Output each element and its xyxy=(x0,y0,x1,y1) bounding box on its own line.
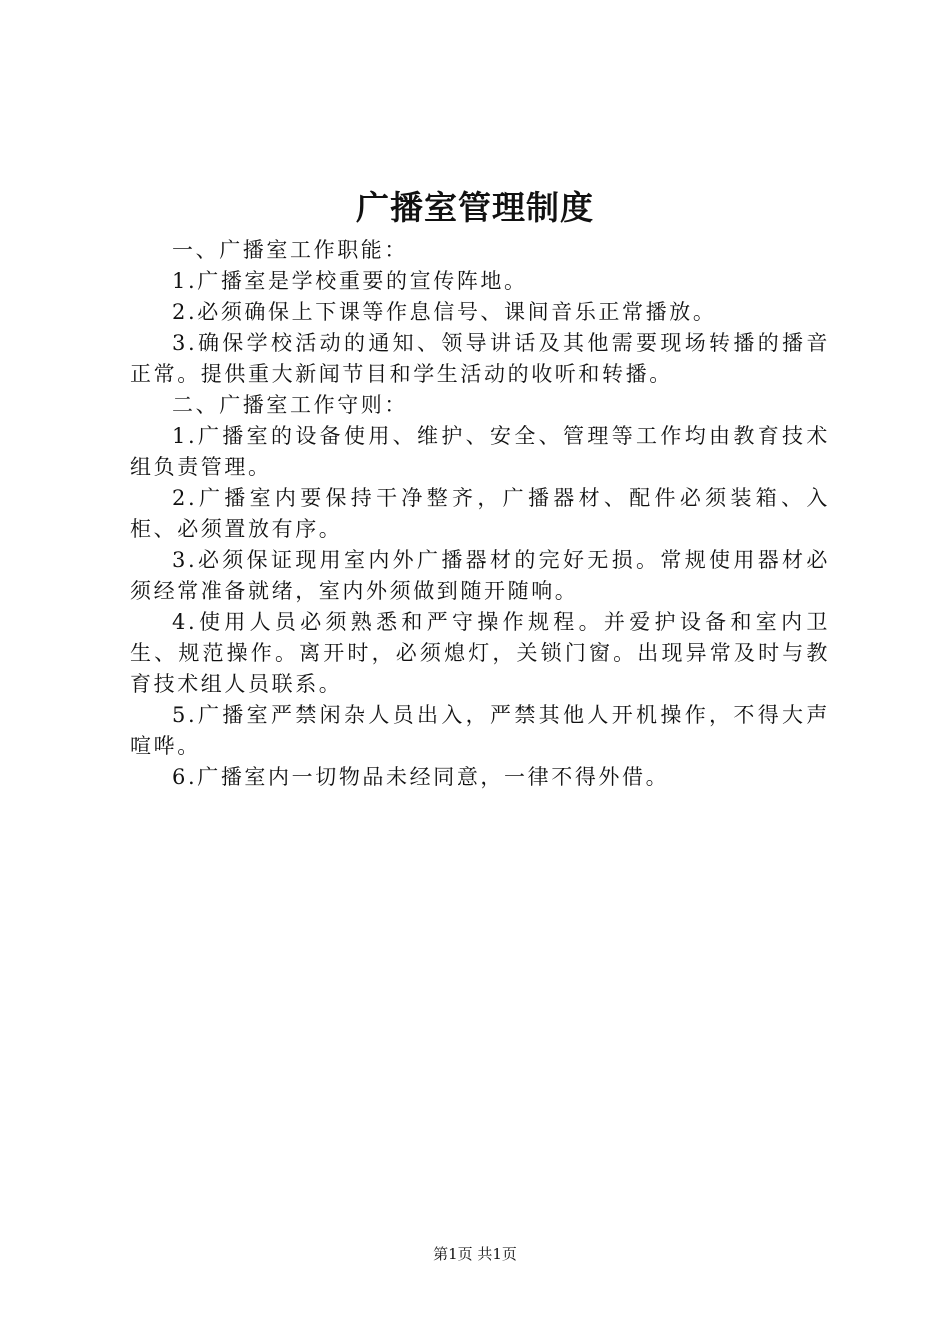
section-heading-rules: 二、广播室工作守则： xyxy=(172,393,408,417)
page-footer: 第1页 共1页 xyxy=(433,1245,517,1263)
section-heading-functions: 一、广播室工作职能： xyxy=(172,238,408,262)
document-body xyxy=(130,235,830,793)
paragraph-rule-1: 1.广播室的设备使用、维护、安全、管理等工作均由教育技术组负责管理。 xyxy=(130,424,830,479)
paragraph-rule-4: 4.使用人员必须熟悉和严守操作规程。并爱护设备和室内卫生、规范操作。离开时，必须熄灯，关锁门窗。出现异常及时与教育技术组人员联系。 xyxy=(130,610,830,696)
paragraph-rule-6: 6.广播室内一切物品未经同意，一律不得外借。 xyxy=(172,765,670,789)
paragraph-function-1: 1.广播室是学校重要的宣传阵地。 xyxy=(172,269,528,293)
page-title: 广播室管理制度 xyxy=(356,188,594,227)
paragraph-rule-3: 3.必须保证现用室内外广播器材的完好无损。常规使用器材必须经常准备就绪，室内外须做到随开随响。 xyxy=(130,548,830,603)
paragraph-rule-2: 2.广播室内要保持干净整齐，广播器材、配件必须装箱、入柜、必须置放有序。 xyxy=(130,486,830,541)
paragraph-rule-5: 5.广播室严禁闲杂人员出入，严禁其他人开机操作，不得大声喧哗。 xyxy=(130,703,830,758)
paragraph-function-2: 2.必须确保上下课等作息信号、课间音乐正常播放。 xyxy=(172,300,717,324)
paragraph-function-3: 3.确保学校活动的通知、领导讲话及其他需要现场转播的播音正常。提供重大新闻节目和学生活动的收听和转播。 xyxy=(130,331,830,386)
